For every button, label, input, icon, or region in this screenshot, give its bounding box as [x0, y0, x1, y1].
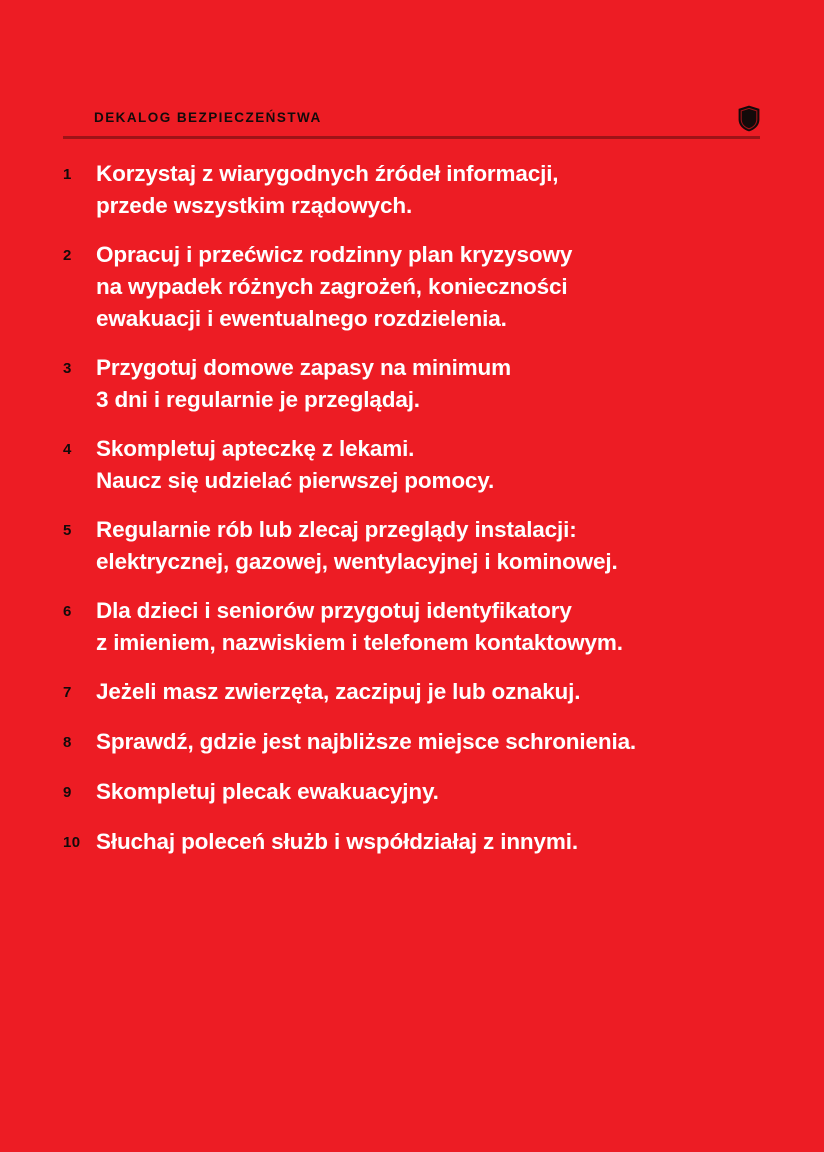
list-item-line: 3 dni i regularnie je przeglądaj.	[96, 387, 420, 412]
list-item	[63, 776, 763, 809]
list-item-number: 9	[63, 784, 72, 801]
list-item-line: Opracuj i przećwicz rodzinny plan kryzysowy	[96, 242, 573, 267]
list-item-line: na wypadek różnych zagrożeń, konieczności	[96, 274, 568, 299]
list-item-number: 3	[63, 360, 72, 377]
page-title: DEKALOG BEZPIECZEŃSTWA	[94, 110, 322, 126]
list-item-number: 6	[63, 603, 72, 620]
list-item-line: Naucz się udzielać pierwszej pomocy.	[96, 468, 495, 493]
list-item-line: Korzystaj z wiarygodnych źródeł informacji,	[96, 161, 559, 186]
list-item	[63, 433, 763, 497]
list-item-text	[96, 433, 763, 497]
list-item-number: 1	[63, 166, 72, 183]
list-item	[63, 726, 763, 759]
list-item	[63, 595, 763, 659]
list-item-line: ewakuacji i ewentualnego rozdzielenia.	[96, 306, 507, 331]
list-item-line: Skompletuj apteczkę z lekami.	[96, 436, 415, 461]
list-item-line: z imieniem, nazwiskiem i telefonem kontaktowym.	[96, 630, 623, 655]
list-item-text	[96, 776, 763, 808]
list-item-number: 2	[63, 247, 72, 264]
list-item-text	[96, 726, 763, 758]
list-item-number: 10	[63, 834, 81, 851]
list-item-text	[96, 514, 763, 578]
list-item	[63, 826, 763, 859]
list-item-line: przede wszystkim rządowych.	[96, 193, 413, 218]
list-item-text	[96, 595, 763, 659]
shield-icon	[738, 105, 760, 132]
list-item-text	[96, 352, 763, 416]
header-divider	[63, 136, 760, 139]
list-item-number: 7	[63, 684, 72, 701]
list-item-text	[96, 158, 763, 222]
list-item-text	[96, 676, 763, 708]
list-item-line: Przygotuj domowe zapasy na minimum	[96, 355, 511, 380]
list-item-line: Sprawdź, gdzie jest najbliższe miejsce schronienia.	[96, 729, 637, 754]
list-item	[63, 352, 763, 416]
list-item-line: Skompletuj plecak ewakuacyjny.	[96, 779, 439, 804]
list-item	[63, 239, 763, 335]
list-item	[63, 676, 763, 709]
header-row	[63, 100, 760, 136]
list-item	[63, 158, 763, 222]
list-item-line: Dla dzieci i seniorów przygotuj identyfikatory	[96, 598, 572, 623]
poster-header	[63, 100, 760, 142]
list-item-number: 8	[63, 734, 72, 751]
list-item-line: elektrycznej, gazowej, wentylacyjnej i kominowej.	[96, 549, 618, 574]
list-item-number: 5	[63, 522, 72, 539]
list-item-number: 4	[63, 441, 72, 458]
list-item-line: Słuchaj poleceń służb i współdziałaj z innymi.	[96, 829, 578, 854]
list-item-text	[96, 826, 763, 858]
list-item	[63, 514, 763, 578]
list-item-line: Regularnie rób lub zlecaj przeglądy instalacji:	[96, 517, 577, 542]
decalogue-list	[63, 158, 763, 859]
list-item-line: Jeżeli masz zwierzęta, zaczipuj je lub oznakuj.	[96, 679, 581, 704]
list-item-text	[96, 239, 763, 335]
